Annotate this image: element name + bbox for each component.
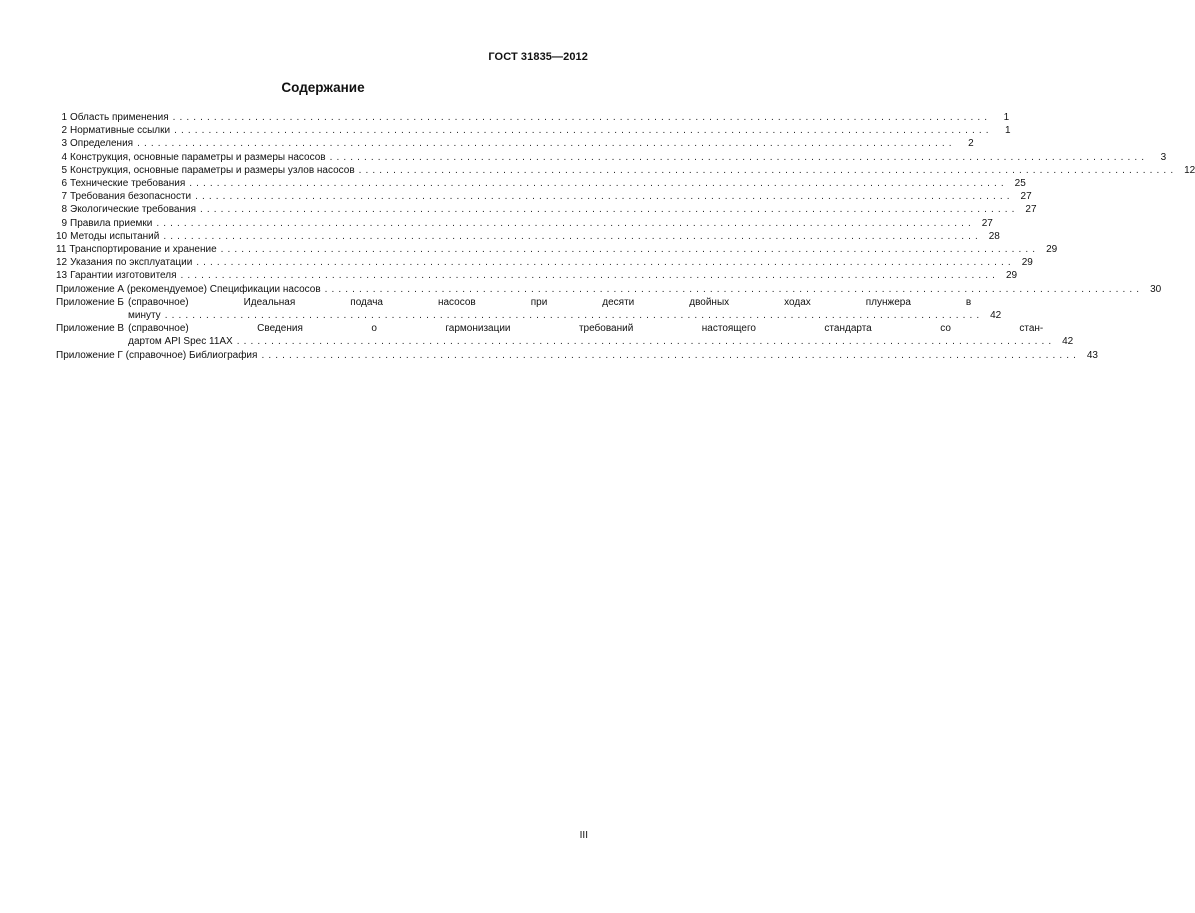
toc-entry-number: 1 (61, 112, 67, 123)
toc-entry-title: Указания по эксплуатации (70, 257, 193, 269)
dot-leader: ....................................................................................................................... (324, 283, 1144, 295)
toc-entry[interactable] (56, 269, 1018, 282)
toc-entry[interactable] (56, 151, 1167, 164)
toc-entry-number: 12 (56, 257, 68, 269)
toc-title: Содержание (281, 80, 365, 95)
toc-entry[interactable] (56, 230, 1000, 243)
toc-appendix[interactable] (56, 349, 1098, 362)
dot-leader: ....................................................................................................................... (220, 244, 1040, 256)
dot-leader: ....................................................................................................................... (261, 349, 1080, 361)
toc-entry-page: 1 (1005, 125, 1011, 137)
toc-entry-number: 4 (61, 151, 67, 163)
toc-entry[interactable] (56, 111, 1010, 124)
toc-entry[interactable] (56, 203, 1037, 216)
toc-entry-page: 27 (1020, 191, 1032, 203)
dot-leader: ....................................................................................................................... (174, 125, 993, 137)
dot-leader: ....................................................................................................................... (164, 310, 984, 322)
dot-leader: ....................................................................................................................... (180, 270, 1000, 282)
dot-leader: ....................................................................................................................... (163, 230, 982, 242)
toc-entry-title: Экологические требования (70, 204, 196, 216)
toc-entry-number: 9 (61, 217, 67, 229)
appendix-title: (справочное) Идеальная подача насосов при десяти двойных ходах плунжера в (128, 296, 972, 308)
toc-entry-page: 25 (1014, 178, 1026, 190)
dot-leader: ....................................................................................................................... (236, 336, 1056, 348)
toc-entry-number: 5 (61, 164, 67, 176)
toc-entry-page: 1 (1003, 112, 1010, 123)
toc-entry[interactable] (56, 177, 1026, 190)
toc-entry-title: Область применения (70, 112, 169, 123)
toc-appendix[interactable] (56, 322, 1074, 348)
toc-entry-number: 11 (56, 244, 67, 256)
toc-appendix[interactable] (56, 296, 1002, 322)
appendix-key: Приложение Б (56, 296, 124, 308)
dot-leader: ....................................................................................................................... (137, 138, 956, 150)
toc-entry[interactable] (56, 256, 1033, 269)
toc-entry[interactable] (56, 243, 1058, 256)
toc-entry-number: 7 (61, 191, 67, 203)
dot-leader: ....................................................................................................................... (200, 204, 1019, 216)
toc-entry-page: 28 (988, 230, 1000, 242)
page-number: III (579, 830, 588, 841)
toc-entry[interactable] (56, 164, 1195, 177)
toc-entry-page: 29 (1046, 244, 1058, 256)
dot-leader: ....................................................................................................................... (172, 112, 992, 123)
toc-entry-number: 3 (61, 138, 67, 150)
toc-entry-page: 43 (1086, 349, 1098, 361)
toc-entry-title: Правила приемки (70, 217, 153, 229)
dot-leader: ....................................................................................................................... (195, 191, 1014, 203)
appendix-key: Приложение Г (56, 349, 123, 361)
table-of-contents (56, 111, 1195, 362)
toc-entry-title: Технические требования (70, 178, 186, 190)
toc-entry-title: Конструкция, основные параметры и размеры узлов насосов (70, 164, 355, 176)
dot-leader: ....................................................................................................................... (156, 217, 975, 229)
toc-entry-page: 42 (990, 310, 1002, 322)
toc-entry-number: 10 (56, 230, 68, 242)
toc-entry[interactable] (56, 124, 1011, 137)
toc-entry-page: 42 (1062, 336, 1074, 348)
dot-leader: ....................................................................................................................... (358, 164, 1178, 176)
appendix-title-continued: минуту (128, 310, 161, 322)
toc-entry-title: Гарантии изготовителя (70, 270, 177, 282)
toc-entry-page: 29 (1021, 257, 1033, 269)
toc-entry-page: 12 (1184, 164, 1195, 176)
toc-entry-page: 30 (1150, 283, 1162, 295)
toc-entry-page: 2 (968, 138, 974, 150)
toc-entry-title: Методы испытаний (70, 230, 160, 242)
appendix-title: (справочное) Сведения о гармонизации требований настоящего стандарта со стан- (128, 323, 1044, 335)
toc-entry-title: Конструкция, основные параметры и размеры насосов (70, 151, 326, 163)
toc-entry-title: Определения (70, 138, 134, 150)
toc-entry[interactable] (56, 190, 1032, 203)
appendix-key: Приложение А (56, 283, 125, 295)
appendix-title: (рекомендуемое) Спецификации насосов (126, 283, 321, 295)
toc-entry[interactable] (56, 137, 974, 150)
toc-entry-page: 3 (1160, 151, 1167, 163)
toc-entry-number: 13 (56, 270, 68, 282)
toc-entry-title: Требования безопасности (70, 191, 192, 203)
toc-entry-number: 6 (61, 178, 67, 190)
appendix-key: Приложение В (56, 323, 125, 335)
dot-leader: ....................................................................................................................... (329, 151, 1149, 163)
dot-leader: ....................................................................................................................... (189, 178, 1008, 190)
toc-entry-page: 29 (1005, 270, 1018, 282)
toc-entry-title: Транспортирование и хранение (69, 244, 217, 256)
toc-entry-number: 2 (61, 125, 67, 137)
toc-entry-number: 8 (61, 204, 67, 216)
appendix-title: (справочное) Библиография (125, 349, 258, 361)
toc-entry-page: 27 (1025, 204, 1037, 216)
toc-entry-title: Нормативные ссылки (70, 125, 171, 137)
toc-entry[interactable] (56, 217, 993, 230)
standard-code: ГОСТ 31835—2012 (488, 51, 588, 63)
appendix-title-continued: дартом API Spec 11AX (128, 336, 233, 348)
dot-leader: ....................................................................................................................... (196, 257, 1015, 269)
toc-appendix[interactable] (56, 283, 1162, 296)
toc-entry-page: 27 (981, 217, 993, 229)
